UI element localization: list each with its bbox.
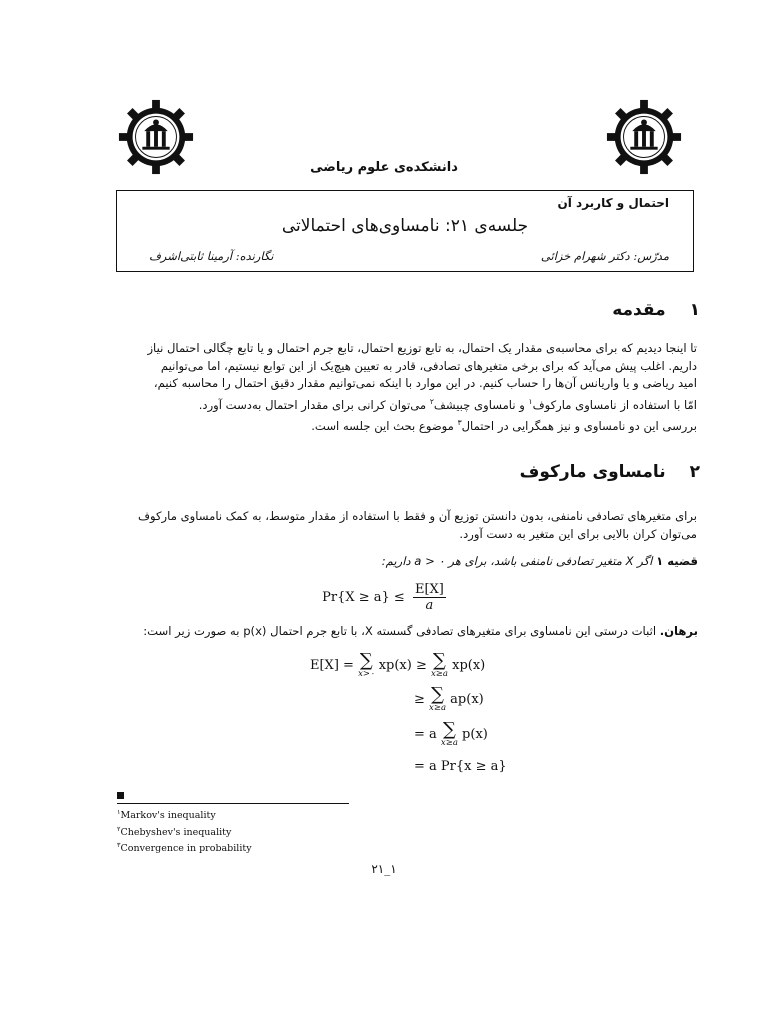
intro-paragraph — [117, 340, 697, 435]
eq-term: ap(x) — [450, 691, 484, 707]
equation-line-1 — [310, 652, 485, 679]
section-number: ۲ — [689, 462, 700, 482]
section-2-heading — [520, 462, 700, 482]
equation-line-3 — [414, 721, 488, 748]
eq-term: p(x) — [462, 726, 488, 742]
lecture-header-box — [116, 190, 694, 272]
theorem-1 — [382, 554, 698, 568]
faculty-name: دانشکده‌ی علوم ریاضی — [310, 160, 458, 175]
proof-text: اثبات درستی این نامساوی برای متغیرهای تصادفی گسسته X، با تابع جرم احتمال p(x) به صورت زیر است: — [143, 624, 657, 638]
markov-formula — [0, 582, 768, 613]
page-number: ۲۱_۱ — [371, 862, 397, 876]
course-title: احتمال و کاربرد آن — [557, 196, 669, 210]
section-number: ۱ — [689, 300, 700, 320]
instructor: مدرّس: دکتر شهرام خزائی — [540, 249, 669, 263]
footnote-item: $^۲$Chebyshev's inequality — [117, 824, 232, 838]
section-1-heading — [612, 300, 700, 320]
summation-symbol: ∑ x>۰ — [358, 650, 375, 679]
proof — [143, 624, 698, 638]
eq-relation: ≥ — [414, 691, 425, 707]
theorem-label: قضیه ۱ — [656, 554, 698, 568]
formula-denominator: a — [425, 598, 434, 613]
paragraph-line: برای متغیرهای تصادفی نامنفی، بدون دانستن توزیع آن و فقط با استفاده از مقدار متوسط، به کمک نامساوی مارکوف — [138, 509, 697, 523]
paragraph-line: می‌توان کران بالایی برای این متغیر به دست آورد. — [459, 526, 697, 541]
markov-intro-paragraph — [117, 508, 697, 543]
footnote-rule — [117, 803, 349, 804]
eq-term: xp(x) ≥ — [378, 657, 427, 673]
formula-fraction — [413, 582, 446, 613]
eq-term: xp(x) — [452, 657, 486, 673]
footnote-mark: ۳ — [457, 417, 462, 427]
scribe: نگارنده: آرمینا ثابتی‌اشرف — [149, 249, 274, 263]
summation-symbol: ∑ x≥a — [440, 719, 458, 748]
section-title: مقدمه — [612, 300, 666, 320]
proof-label: برهان. — [659, 624, 698, 638]
section-title: نامساوی مارکوف — [519, 462, 666, 482]
footnote-item: $^۱$Markov's inequality — [117, 808, 216, 822]
paragraph-line: داریم. اغلب پیش می‌آید که برای برخی متغیرهای تصادفی، قادر به تعیین هیچ‌یک از این توابع نیستیم، اما می‌توانیم — [160, 358, 697, 373]
formula-lhs: Pr{X ≥ a} ≤ — [322, 590, 405, 605]
paragraph-line: امید ریاضی و یا واریانس آن‌ها را حساب کنیم. در این موارد با اینکه نمی‌توانیم مقدار دقیق احتمال را محاسبه کنیم، — [153, 376, 697, 390]
paragraph-line: بررسی این دو نامساوی و نیز همگرایی در احتمال$^۳$ موضوع بحث این جلسه است. — [311, 417, 697, 433]
summation-symbol: ∑ x≥a — [429, 684, 447, 713]
paragraph-line: امّا با استفاده از نامساوی مارکوف$^۱$ و نامساوی چبیشف$^۲$ می‌توان کرانی برای مقدار احتمال به‌دست آورد. — [198, 396, 697, 412]
footnotes — [117, 806, 252, 856]
paragraph-line: تا اینجا دیدیم که برای محاسبه‌ی مقدار یک احتمال، به تابع توزیع احتمال، تابع جرم احتمال و یا تابع چگالی احتمال نیاز — [147, 341, 697, 355]
qed-symbol — [117, 792, 124, 799]
summation-symbol: ∑ x≥a — [430, 650, 448, 679]
eq-relation: = a — [414, 726, 437, 742]
equation-line-2 — [414, 686, 484, 713]
formula-numerator: E[X] — [414, 582, 444, 597]
theorem-statement: اگر X متغیر تصادفی نامنفی باشد، برای هر ۰ < a داریم: — [381, 554, 653, 568]
equation-line-4 — [414, 759, 507, 774]
footnote-mark: ۲ — [429, 396, 434, 406]
footnote-item: $^۳$Convergence in probability — [117, 841, 252, 855]
footnote-mark: ۱ — [528, 396, 533, 406]
eq-term: = a Pr{x ≥ a} — [414, 759, 507, 774]
lecture-title: جلسه‌ی ۲۱: نامساوی‌های احتمالاتی — [281, 216, 529, 236]
eq-lhs: E[X] = — [310, 657, 354, 673]
